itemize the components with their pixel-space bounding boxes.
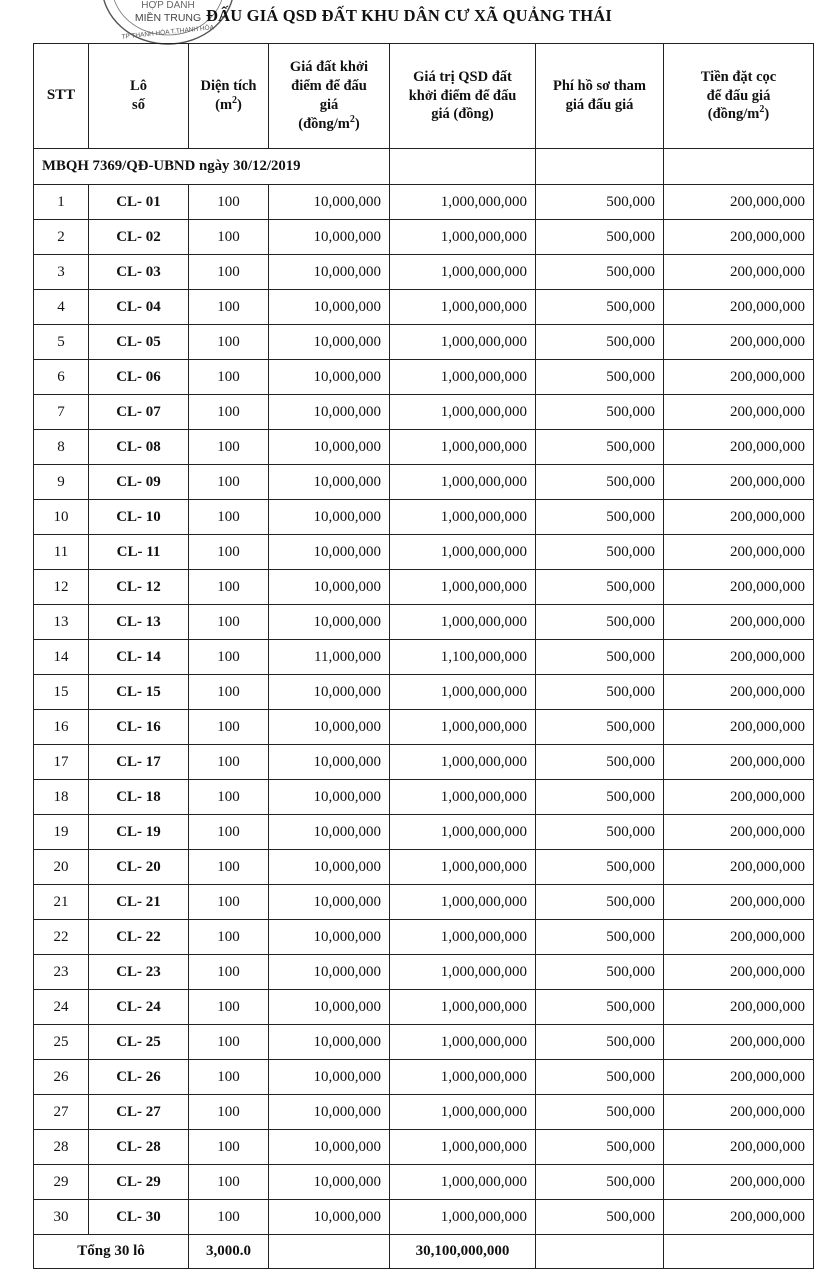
header-deposit [664, 44, 814, 149]
cell-stt: 16 [34, 710, 89, 745]
cell-price: 10,000,000 [269, 255, 390, 290]
total-empty-cell [269, 1235, 390, 1269]
header-value-line1: Giá trị QSD đất [413, 68, 512, 85]
cell-value: 1,000,000,000 [390, 535, 536, 570]
cell-fee: 500,000 [536, 605, 664, 640]
header-deposit-line2: để đấu giá [706, 87, 771, 104]
cell-stt: 9 [34, 465, 89, 500]
cell-stt: 17 [34, 745, 89, 780]
cell-lot: CL- 28 [89, 1130, 189, 1165]
cell-stt: 26 [34, 1060, 89, 1095]
cell-deposit: 200,000,000 [664, 780, 814, 815]
cell-stt: 23 [34, 955, 89, 990]
section-row [34, 149, 814, 185]
cell-stt: 1 [34, 185, 89, 220]
cell-lot: CL- 03 [89, 255, 189, 290]
cell-deposit: 200,000,000 [664, 1060, 814, 1095]
cell-price: 10,000,000 [269, 675, 390, 710]
cell-price: 10,000,000 [269, 745, 390, 780]
header-lot [89, 44, 189, 149]
cell-stt: 24 [34, 990, 89, 1025]
table-row [34, 780, 814, 815]
cell-lot: CL- 12 [89, 570, 189, 605]
table-row [34, 885, 814, 920]
header-price-sup: 2 [349, 114, 355, 126]
header-price-line1: Giá đất khởi [289, 59, 369, 76]
cell-stt: 7 [34, 395, 89, 430]
cell-lot: CL- 01 [89, 185, 189, 220]
cell-value: 1,000,000,000 [390, 885, 536, 920]
cell-area: 100 [189, 570, 269, 605]
cell-stt: 27 [34, 1095, 89, 1130]
cell-value: 1,000,000,000 [390, 1060, 536, 1095]
header-deposit-line1: Tiền đặt cọc [700, 68, 777, 85]
cell-price: 10,000,000 [269, 885, 390, 920]
header-row [34, 44, 814, 149]
cell-price: 10,000,000 [269, 325, 390, 360]
total-value: 30,100,000,000 [390, 1235, 536, 1269]
cell-area: 100 [189, 395, 269, 430]
table-row [34, 500, 814, 535]
cell-area: 100 [189, 675, 269, 710]
cell-value: 1,000,000,000 [390, 500, 536, 535]
cell-price: 10,000,000 [269, 465, 390, 500]
cell-fee: 500,000 [536, 465, 664, 500]
table-row [34, 395, 814, 430]
cell-fee: 500,000 [536, 745, 664, 780]
table-row [34, 185, 814, 220]
cell-area: 100 [189, 290, 269, 325]
table-row [34, 325, 814, 360]
cell-value: 1,000,000,000 [390, 920, 536, 955]
cell-stt: 12 [34, 570, 89, 605]
cell-value: 1,000,000,000 [390, 605, 536, 640]
cell-fee: 500,000 [536, 1025, 664, 1060]
cell-deposit: 200,000,000 [664, 430, 814, 465]
cell-price: 10,000,000 [269, 360, 390, 395]
total-empty-cell [536, 1235, 664, 1269]
cell-price: 10,000,000 [269, 815, 390, 850]
table-row [34, 535, 814, 570]
header-value [390, 44, 536, 149]
cell-price: 10,000,000 [269, 1200, 390, 1235]
cell-value: 1,000,000,000 [390, 710, 536, 745]
cell-stt: 8 [34, 430, 89, 465]
cell-value: 1,000,000,000 [390, 990, 536, 1025]
cell-deposit: 200,000,000 [664, 850, 814, 885]
cell-area: 100 [189, 1095, 269, 1130]
header-area-line2: (m [215, 97, 233, 113]
cell-lot: CL- 27 [89, 1095, 189, 1130]
section-title: MBQH 7369/QĐ-UBND ngày 30/12/2019 [34, 149, 390, 185]
cell-value: 1,000,000,000 [390, 570, 536, 605]
cell-stt: 22 [34, 920, 89, 955]
cell-price: 10,000,000 [269, 990, 390, 1025]
stamp-line1: HỢP DANH [141, 0, 195, 11]
cell-fee: 500,000 [536, 885, 664, 920]
cell-price: 10,000,000 [269, 220, 390, 255]
header-deposit-close: ) [764, 106, 770, 123]
table-row [34, 640, 814, 675]
cell-area: 100 [189, 990, 269, 1025]
cell-lot: CL- 05 [89, 325, 189, 360]
cell-area: 100 [189, 360, 269, 395]
header-stt-label: STT [46, 87, 76, 104]
header-area [189, 44, 269, 149]
cell-deposit: 200,000,000 [664, 675, 814, 710]
table-row [34, 920, 814, 955]
cell-lot: CL- 20 [89, 850, 189, 885]
table-row [34, 1060, 814, 1095]
cell-lot: CL- 23 [89, 955, 189, 990]
cell-fee: 500,000 [536, 360, 664, 395]
cell-lot: CL- 08 [89, 430, 189, 465]
cell-fee: 500,000 [536, 1130, 664, 1165]
cell-price: 10,000,000 [269, 1095, 390, 1130]
cell-value: 1,000,000,000 [390, 360, 536, 395]
header-deposit-sup: 2 [759, 104, 765, 116]
table-row [34, 745, 814, 780]
cell-fee: 500,000 [536, 675, 664, 710]
header-deposit-line3: (đồng/m [707, 106, 760, 123]
cell-deposit: 200,000,000 [664, 220, 814, 255]
cell-deposit: 200,000,000 [664, 955, 814, 990]
cell-deposit: 200,000,000 [664, 500, 814, 535]
cell-area: 100 [189, 850, 269, 885]
cell-area: 100 [189, 1130, 269, 1165]
table-row [34, 605, 814, 640]
cell-deposit: 200,000,000 [664, 360, 814, 395]
cell-deposit: 200,000,000 [664, 1025, 814, 1060]
cell-lot: CL- 24 [89, 990, 189, 1025]
cell-fee: 500,000 [536, 955, 664, 990]
header-price-line2: điểm để đấu [291, 78, 367, 95]
cell-area: 100 [189, 465, 269, 500]
cell-value: 1,000,000,000 [390, 1130, 536, 1165]
cell-lot: CL- 29 [89, 1165, 189, 1200]
cell-area: 100 [189, 325, 269, 360]
section-empty-cell [390, 149, 536, 185]
cell-stt: 10 [34, 500, 89, 535]
cell-area: 100 [189, 430, 269, 465]
header-fee-line1: Phí hồ sơ tham [552, 78, 647, 95]
cell-deposit: 200,000,000 [664, 1130, 814, 1165]
cell-price: 11,000,000 [269, 640, 390, 675]
cell-price: 10,000,000 [269, 430, 390, 465]
cell-deposit: 200,000,000 [664, 745, 814, 780]
total-label: Tổng 30 lô [34, 1235, 189, 1269]
header-area-close: ) [237, 97, 242, 113]
cell-stt: 28 [34, 1130, 89, 1165]
cell-fee: 500,000 [536, 1200, 664, 1235]
table-row [34, 1095, 814, 1130]
cell-lot: CL- 09 [89, 465, 189, 500]
header-fee-line2: giá đấu giá [565, 97, 634, 113]
header-price-line4: (đồng/m [298, 115, 350, 132]
table-row [34, 850, 814, 885]
table-row [34, 290, 814, 325]
cell-stt: 29 [34, 1165, 89, 1200]
cell-lot: CL- 11 [89, 535, 189, 570]
cell-area: 100 [189, 1165, 269, 1200]
cell-stt: 6 [34, 360, 89, 395]
cell-price: 10,000,000 [269, 395, 390, 430]
cell-stt: 13 [34, 605, 89, 640]
header-price [269, 44, 390, 149]
cell-deposit: 200,000,000 [664, 605, 814, 640]
cell-value: 1,000,000,000 [390, 675, 536, 710]
cell-price: 10,000,000 [269, 1025, 390, 1060]
cell-deposit: 200,000,000 [664, 535, 814, 570]
cell-deposit: 200,000,000 [664, 920, 814, 955]
cell-stt: 2 [34, 220, 89, 255]
cell-area: 100 [189, 815, 269, 850]
table-row [34, 990, 814, 1025]
table-row [34, 570, 814, 605]
cell-area: 100 [189, 710, 269, 745]
cell-value: 1,000,000,000 [390, 955, 536, 990]
header-fee [536, 44, 664, 149]
cell-stt: 25 [34, 1025, 89, 1060]
table-row [34, 360, 814, 395]
cell-deposit: 200,000,000 [664, 570, 814, 605]
cell-fee: 500,000 [536, 290, 664, 325]
cell-fee: 500,000 [536, 220, 664, 255]
table-row [34, 255, 814, 290]
section-empty-cell [536, 149, 664, 185]
cell-price: 10,000,000 [269, 850, 390, 885]
cell-fee: 500,000 [536, 1060, 664, 1095]
cell-area: 100 [189, 885, 269, 920]
cell-deposit: 200,000,000 [664, 1165, 814, 1200]
cell-fee: 500,000 [536, 255, 664, 290]
cell-value: 1,000,000,000 [390, 255, 536, 290]
table-row [34, 1200, 814, 1235]
table-row [34, 710, 814, 745]
cell-value: 1,000,000,000 [390, 220, 536, 255]
table-row [34, 220, 814, 255]
cell-value: 1,000,000,000 [390, 325, 536, 360]
cell-value: 1,000,000,000 [390, 1165, 536, 1200]
cell-fee: 500,000 [536, 500, 664, 535]
cell-price: 10,000,000 [269, 1060, 390, 1095]
cell-area: 100 [189, 920, 269, 955]
header-price-line3: giá [319, 97, 339, 113]
table-row [34, 465, 814, 500]
cell-lot: CL- 17 [89, 745, 189, 780]
cell-lot: CL- 13 [89, 605, 189, 640]
cell-lot: CL- 30 [89, 1200, 189, 1235]
table-row [34, 675, 814, 710]
cell-price: 10,000,000 [269, 605, 390, 640]
cell-stt: 3 [34, 255, 89, 290]
cell-lot: CL- 21 [89, 885, 189, 920]
cell-lot: CL- 10 [89, 500, 189, 535]
cell-lot: CL- 26 [89, 1060, 189, 1095]
cell-fee: 500,000 [536, 430, 664, 465]
cell-fee: 500,000 [536, 640, 664, 675]
cell-price: 10,000,000 [269, 290, 390, 325]
cell-lot: CL- 18 [89, 780, 189, 815]
cell-stt: 19 [34, 815, 89, 850]
cell-fee: 500,000 [536, 185, 664, 220]
header-area-sup: 2 [232, 95, 238, 107]
cell-price: 10,000,000 [269, 500, 390, 535]
cell-fee: 500,000 [536, 535, 664, 570]
cell-area: 100 [189, 745, 269, 780]
cell-value: 1,000,000,000 [390, 1095, 536, 1130]
header-value-line3: giá (đồng) [431, 106, 494, 123]
cell-value: 1,000,000,000 [390, 780, 536, 815]
cell-deposit: 200,000,000 [664, 290, 814, 325]
cell-stt: 20 [34, 850, 89, 885]
cell-value: 1,000,000,000 [390, 745, 536, 780]
total-empty-cell [664, 1235, 814, 1269]
cell-lot: CL- 15 [89, 675, 189, 710]
cell-lot: CL- 22 [89, 920, 189, 955]
cell-stt: 14 [34, 640, 89, 675]
cell-deposit: 200,000,000 [664, 325, 814, 360]
cell-value: 1,100,000,000 [390, 640, 536, 675]
cell-fee: 500,000 [536, 990, 664, 1025]
cell-lot: CL- 14 [89, 640, 189, 675]
cell-deposit: 200,000,000 [664, 465, 814, 500]
cell-price: 10,000,000 [269, 955, 390, 990]
cell-fee: 500,000 [536, 325, 664, 360]
cell-value: 1,000,000,000 [390, 465, 536, 500]
cell-lot: CL- 25 [89, 1025, 189, 1060]
cell-area: 100 [189, 780, 269, 815]
cell-stt: 30 [34, 1200, 89, 1235]
cell-price: 10,000,000 [269, 185, 390, 220]
cell-area: 100 [189, 1200, 269, 1235]
cell-area: 100 [189, 500, 269, 535]
table-row [34, 1025, 814, 1060]
cell-fee: 500,000 [536, 920, 664, 955]
header-price-close: ) [354, 115, 360, 132]
table-row [34, 815, 814, 850]
cell-price: 10,000,000 [269, 535, 390, 570]
cell-fee: 500,000 [536, 395, 664, 430]
cell-deposit: 200,000,000 [664, 185, 814, 220]
cell-value: 1,000,000,000 [390, 185, 536, 220]
cell-price: 10,000,000 [269, 570, 390, 605]
total-area: 3,000.0 [189, 1235, 269, 1269]
cell-fee: 500,000 [536, 815, 664, 850]
stamp-line2: MIỀN TRUNG [134, 12, 202, 24]
cell-stt: 4 [34, 290, 89, 325]
cell-area: 100 [189, 220, 269, 255]
cell-stt: 21 [34, 885, 89, 920]
cell-area: 100 [189, 640, 269, 675]
document-title: ĐẤU GIÁ QSD ĐẤT KHU DÂN CƯ XÃ QUẢNG THÁI [206, 6, 613, 25]
cell-lot: CL- 04 [89, 290, 189, 325]
cell-price: 10,000,000 [269, 1165, 390, 1200]
table-row [34, 430, 814, 465]
stamp-line3: TP THANH HÓA T.THANH HÓA [121, 24, 215, 41]
cell-deposit: 200,000,000 [664, 885, 814, 920]
cell-deposit: 200,000,000 [664, 395, 814, 430]
header-value-line2: khởi điểm để đấu [408, 87, 517, 104]
cell-lot: CL- 02 [89, 220, 189, 255]
cell-price: 10,000,000 [269, 710, 390, 745]
cell-value: 1,000,000,000 [390, 430, 536, 465]
cell-area: 100 [189, 605, 269, 640]
cell-deposit: 200,000,000 [664, 640, 814, 675]
cell-lot: CL- 07 [89, 395, 189, 430]
cell-value: 1,000,000,000 [390, 815, 536, 850]
cell-area: 100 [189, 535, 269, 570]
header-stt [34, 44, 89, 149]
cell-stt: 15 [34, 675, 89, 710]
table-row [34, 955, 814, 990]
section-empty-cell [664, 149, 814, 185]
cell-area: 100 [189, 1060, 269, 1095]
cell-fee: 500,000 [536, 1095, 664, 1130]
header-lot-line1: Lô [130, 78, 147, 95]
cell-price: 10,000,000 [269, 1130, 390, 1165]
cell-fee: 500,000 [536, 780, 664, 815]
cell-value: 1,000,000,000 [390, 850, 536, 885]
cell-lot: CL- 16 [89, 710, 189, 745]
total-row [34, 1235, 814, 1269]
auction-table [33, 43, 814, 1269]
cell-value: 1,000,000,000 [390, 1200, 536, 1235]
header-lot-line2: số [132, 97, 145, 113]
cell-fee: 500,000 [536, 850, 664, 885]
cell-deposit: 200,000,000 [664, 815, 814, 850]
cell-price: 10,000,000 [269, 780, 390, 815]
cell-fee: 500,000 [536, 710, 664, 745]
table-row [34, 1165, 814, 1200]
cell-deposit: 200,000,000 [664, 710, 814, 745]
cell-deposit: 200,000,000 [664, 990, 814, 1025]
table-row [34, 1130, 814, 1165]
cell-area: 100 [189, 1025, 269, 1060]
cell-price: 10,000,000 [269, 920, 390, 955]
cell-value: 1,000,000,000 [390, 1025, 536, 1060]
cell-lot: CL- 06 [89, 360, 189, 395]
cell-value: 1,000,000,000 [390, 290, 536, 325]
cell-fee: 500,000 [536, 570, 664, 605]
header-area-line1: Diện tích [200, 78, 257, 95]
cell-deposit: 200,000,000 [664, 1200, 814, 1235]
cell-stt: 11 [34, 535, 89, 570]
cell-stt: 5 [34, 325, 89, 360]
cell-lot: CL- 19 [89, 815, 189, 850]
cell-deposit: 200,000,000 [664, 1095, 814, 1130]
cell-area: 100 [189, 955, 269, 990]
cell-area: 100 [189, 185, 269, 220]
cell-value: 1,000,000,000 [390, 395, 536, 430]
cell-fee: 500,000 [536, 1165, 664, 1200]
cell-deposit: 200,000,000 [664, 255, 814, 290]
cell-area: 100 [189, 255, 269, 290]
cell-stt: 18 [34, 780, 89, 815]
